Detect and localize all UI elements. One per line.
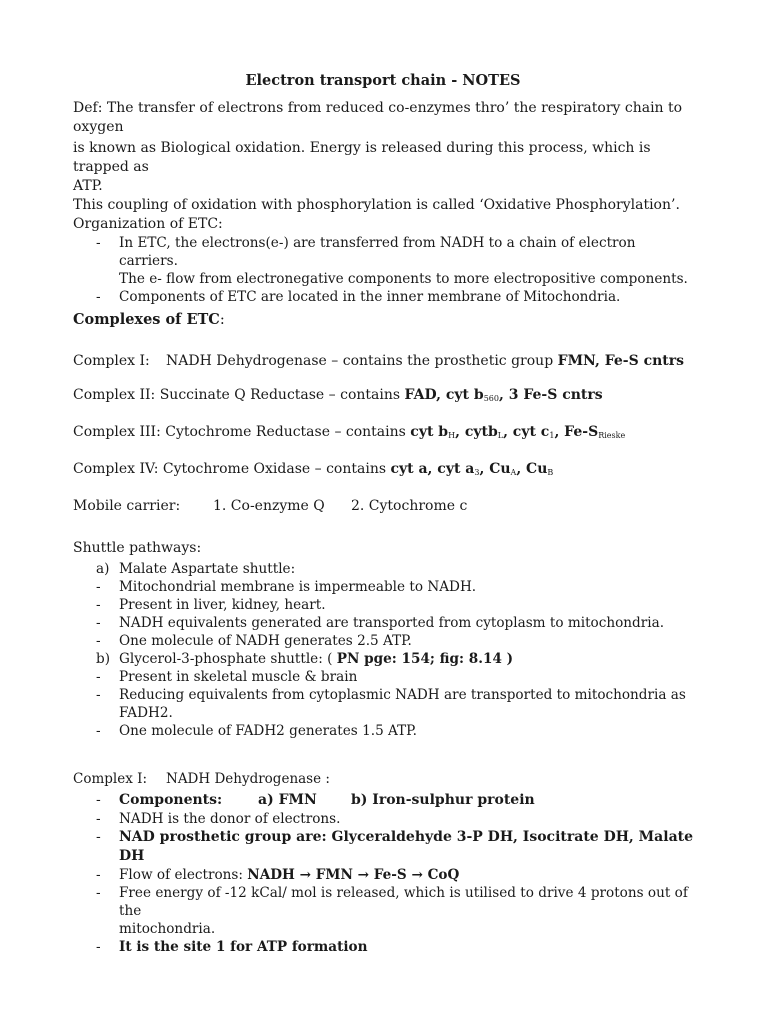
list-item-text: Mitochondrial membrane is impermeable to NADH. [119,579,477,595]
dash-bullet: - [96,885,101,901]
electron-flow: NADH → FMN → Fe-S → CoQ [247,867,460,883]
list-item-text: Free energy of -12 kCal/ mol is released, which is utilised to drive 4 protons out of the [119,885,688,919]
subscript: H [448,431,456,440]
list-letter: b) [96,651,111,667]
list-item [73,686,693,722]
list-item-text: NAD prosthetic group are: Glyceraldehyde 3-P DH, Isocitrate DH, Malate DH [119,829,694,864]
complex-1-details [73,791,693,957]
complex-3-groups: , cyt c [503,424,550,440]
list-item-text: Glycerol-3-phosphate shuttle: ( [119,651,337,667]
list-item [73,560,693,578]
page-title: Electron transport chain - NOTES [245,72,521,89]
mobile-carrier-label: Mobile carrier: [73,498,181,514]
dash-bullet: - [96,867,101,883]
dash-bullet: - [96,723,101,739]
complex-3-groups: , cytb [455,424,498,440]
list-item-text: It is the site 1 for ATP formation [119,939,368,955]
shuttle-list [73,560,693,740]
complex-1-heading-name: NADH Dehydrogenase : [166,771,330,787]
definition-line: ATP. [73,178,103,194]
dash-bullet: - [96,939,101,955]
complex-2-line [73,386,693,408]
list-item [73,668,693,686]
dash-bullet: - [96,289,101,305]
document-page [73,72,693,957]
list-item [73,270,693,288]
complex-4-line [73,460,693,482]
subscript: A [510,468,517,477]
subscript: 560 [483,394,499,403]
dash-bullet: - [96,811,101,827]
list-letter: a) [96,561,110,577]
mobile-carrier-line [73,497,693,516]
component-a: a) FMN [258,792,317,808]
shuttle-heading: Shuttle pathways: [73,540,202,556]
dash-bullet: - [96,669,101,685]
list-item [73,791,693,810]
complex-1-line [73,352,693,371]
list-item-text: Malate Aspartate shuttle: [119,561,296,577]
list-item [73,884,693,920]
list-item-text: mitochondria. [119,921,216,937]
list-item [73,866,693,884]
list-item [73,722,693,740]
dash-bullet: - [96,792,101,808]
dash-bullet: - [96,633,101,649]
list-item [73,234,693,270]
organization-list [73,234,693,306]
list-item-text: The e- flow from electronegative components to more electropositive components. [119,271,688,287]
subscript: B [547,468,554,477]
complex-3-groups: , Fe-S [554,424,599,440]
complexes-heading-colon: : [219,312,225,328]
complex-4-label: Complex IV: Cytochrome Oxidase – contains [73,461,391,477]
dash-bullet: - [96,235,101,251]
dash-bullet: - [96,829,101,845]
complexes-heading [73,310,693,330]
list-item-text: One molecule of FADH2 generates 1.5 ATP. [119,723,417,739]
complex-1-text: NADH Dehydrogenase – contains the prosthetic group [166,353,558,369]
list-item-text: Present in skeletal muscle & brain [119,669,358,685]
list-item [73,828,693,866]
complex-1-heading-label: Complex I: [73,771,147,787]
list-item [73,920,693,938]
complex-3-label: Complex III: Cytochrome Reductase – contains [73,424,411,440]
complex-2-groups: FAD, cyt b [404,387,484,403]
complex-1-groups: FMN, Fe-S cntrs [557,353,685,369]
list-item [73,288,693,306]
flow-label: Flow of electrons: [119,867,248,883]
list-item-text: One molecule of NADH generates 2.5 ATP. [119,633,412,649]
complex-4-groups: , Cu [516,461,548,477]
list-item [73,810,693,828]
complex-4-groups: , Cu [479,461,511,477]
dash-bullet: - [96,687,101,703]
complex-1-heading [73,770,693,789]
coupling-line: This coupling of oxidation with phosphorylation is called ‘Oxidative Phosphorylation’. [73,197,680,213]
subscript: 1 [549,431,555,440]
complex-3-groups: cyt b [410,424,449,440]
list-item [73,650,693,668]
subscript: Rieske [598,431,626,440]
organization-heading: Organization of ETC: [73,216,223,232]
complex-3-line [73,423,693,445]
mobile-carrier-2: 2. Cytochrome c [351,498,468,514]
components-label: Components: [119,792,223,808]
list-item [73,632,693,650]
complex-1-label: Complex I: [73,353,150,369]
list-item-text: NADH equivalents generated are transported from cytoplasm to mitochondria. [119,615,665,631]
list-item [73,596,693,614]
definition-line: Def: The transfer of electrons from reduced co-enzymes thro’ the respiratory chain to oxygen [73,100,683,135]
dash-bullet: - [96,615,101,631]
list-item-text: Reducing equivalents from cytoplasmic NADH are transported to mitochondria as FADH2. [119,687,686,721]
page-reference: PN pge: 154; fig: 8.14 ) [336,651,514,667]
complexes-heading-text: Complexes of ETC [73,311,220,328]
complex-2-label: Complex II: Succinate Q Reductase – contains [73,387,405,403]
subscript: 3 [474,468,480,477]
list-item-text: NADH is the donor of electrons. [119,811,341,827]
component-b: b) Iron-sulphur protein [351,792,535,808]
dash-bullet: - [96,597,101,613]
mobile-carrier-1: 1. Co-enzyme Q [213,498,325,514]
definition-line: is known as Biological oxidation. Energy is released during this process, which is trapped as [73,140,651,175]
subscript: L [497,431,504,440]
complex-2-groups: , 3 Fe-S cntrs [498,387,603,403]
list-item-text: Components of ETC are located in the inner membrane of Mitochondria. [119,289,621,305]
list-item-text: In ETC, the electrons(e-) are transferred from NADH to a chain of electron carriers. [119,235,636,269]
dash-bullet: - [96,579,101,595]
list-item [73,938,693,957]
list-item [73,614,693,632]
complex-4-groups: cyt a, cyt a [390,461,475,477]
list-item-text: Present in liver, kidney, heart. [119,597,326,613]
list-item [73,578,693,596]
